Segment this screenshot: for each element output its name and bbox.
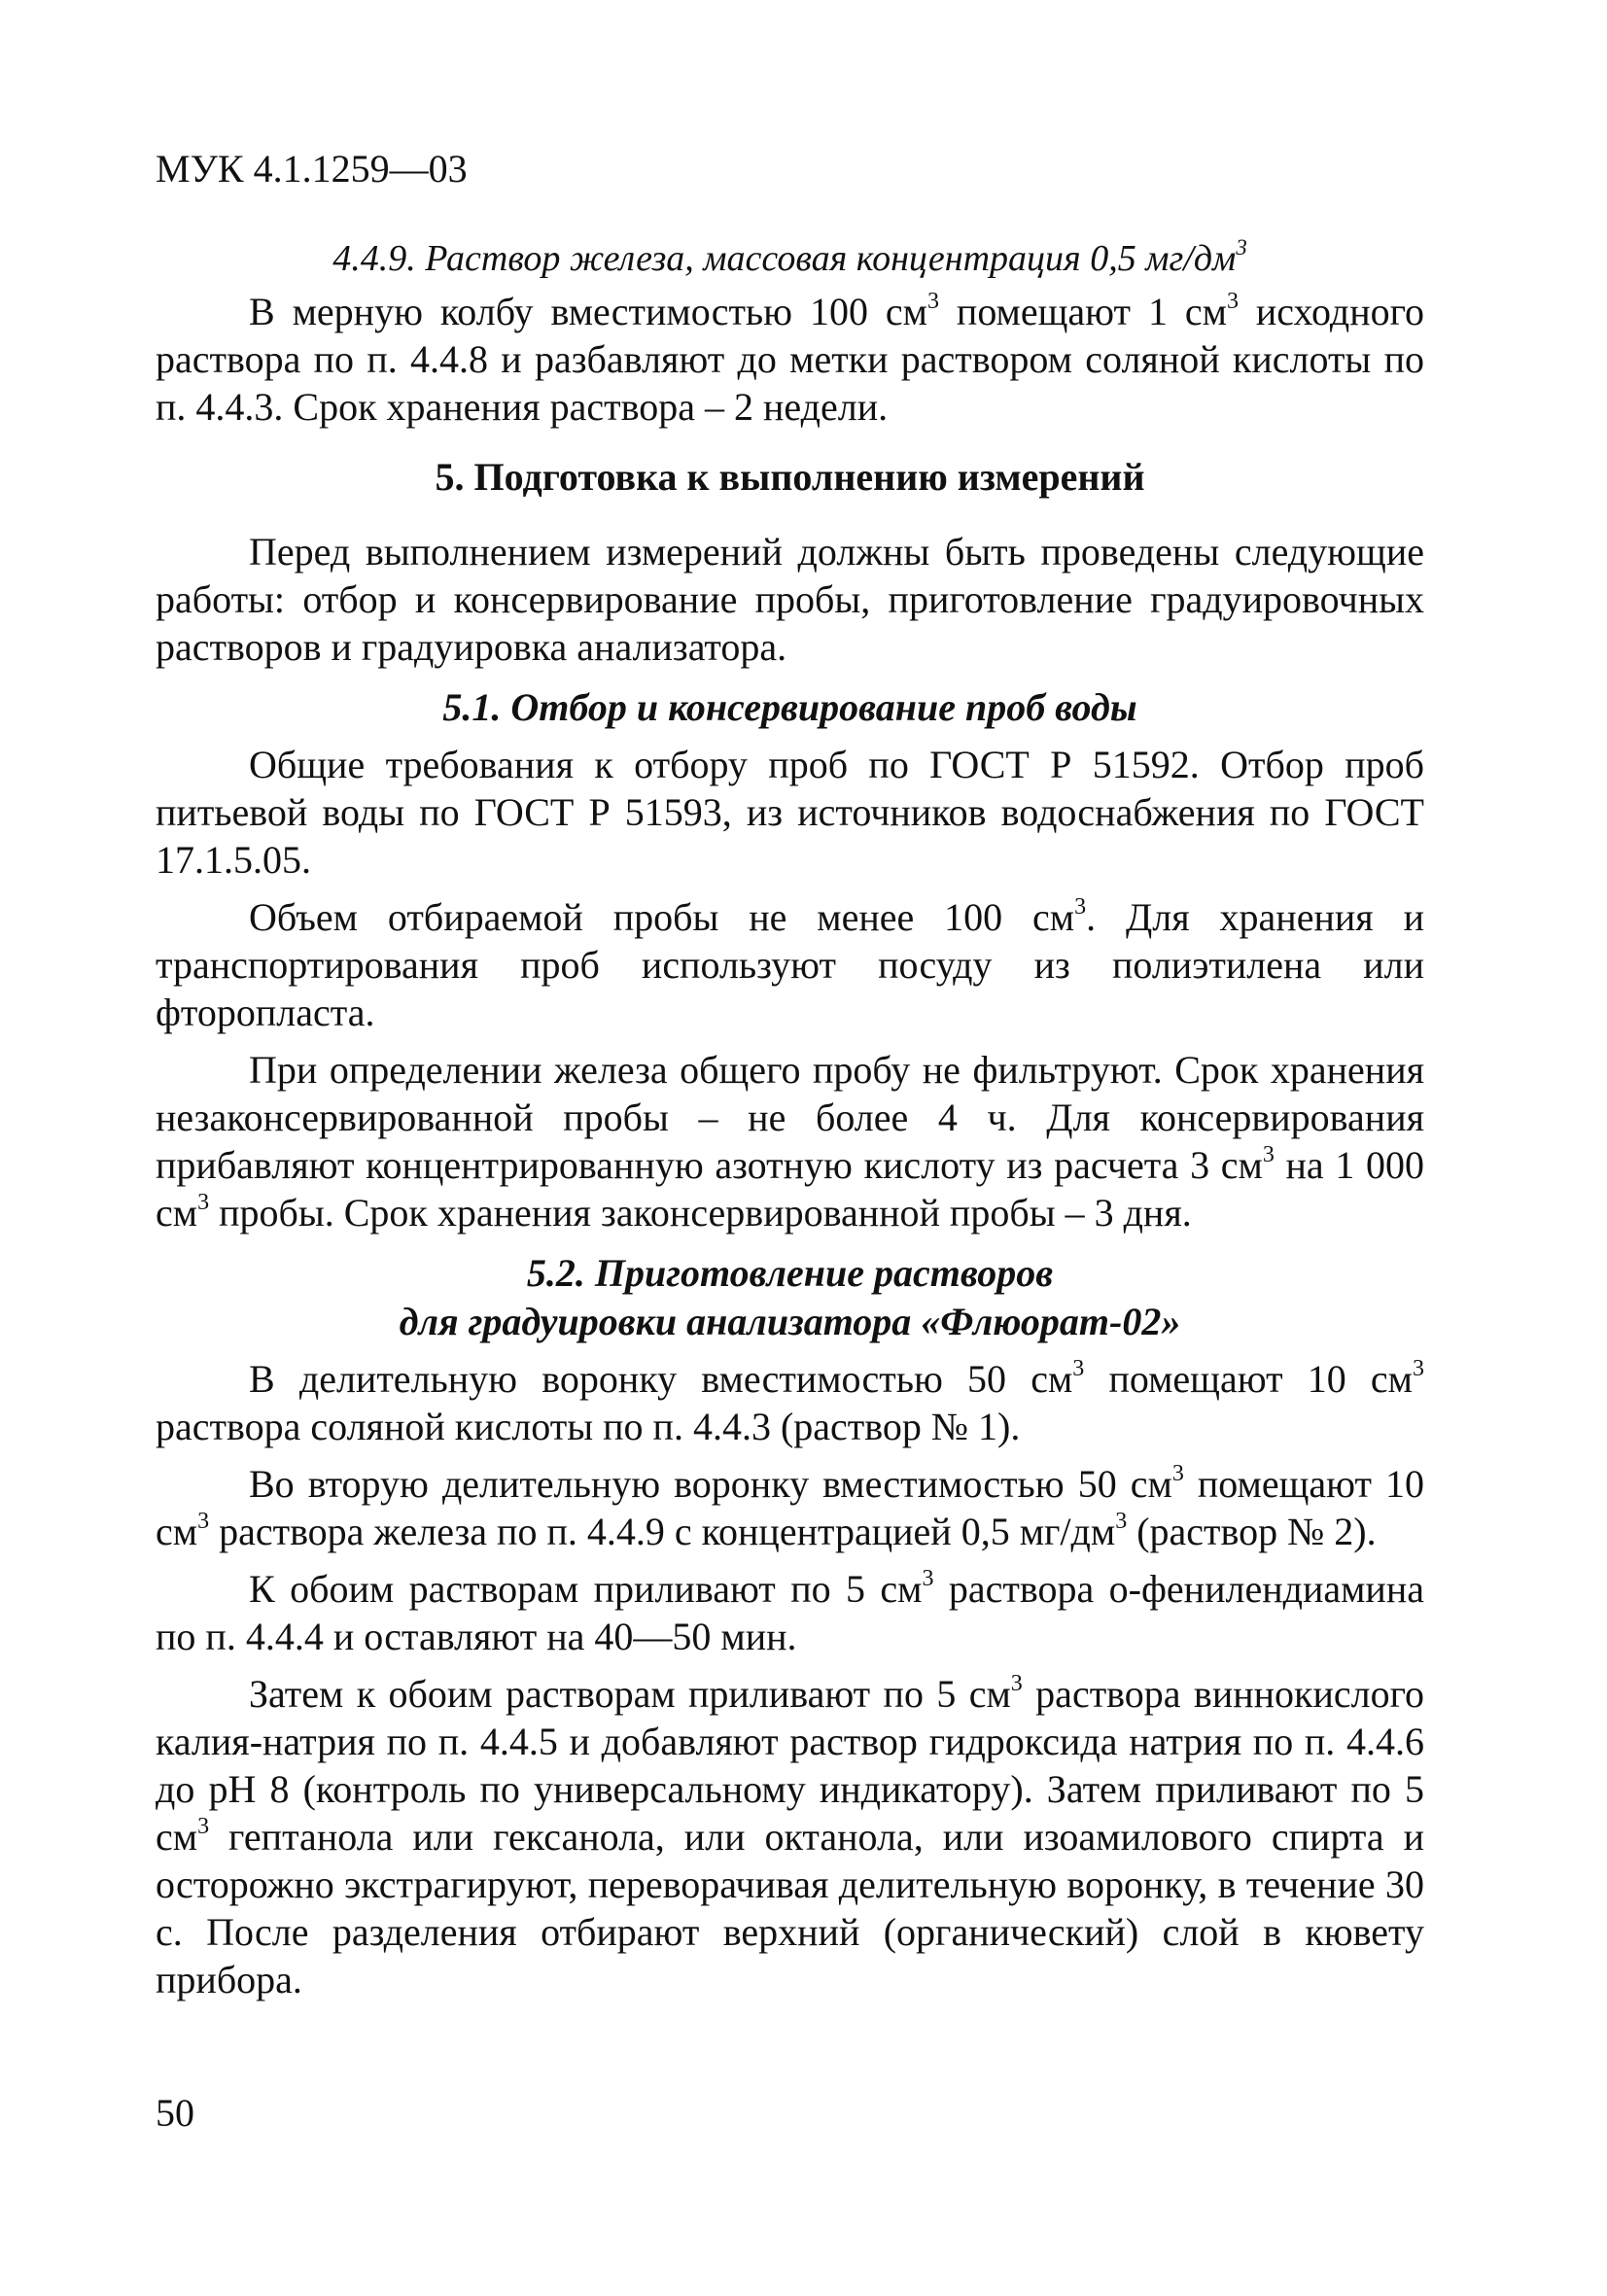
paragraph-4-4-9: В мерную колбу вместимостью 100 $см^3$ помещают 1 $см^3$ исходного раствора по п. 4.4.8 и разбавляют до метки раствором соляной кислоты по п. 4.4.3. Срок хранения раствора – 2 недели. [156,289,1425,429]
subsection-5-1-title: 5.1. Отбор и консервирование проб воды [442,685,1137,729]
superscript: 3 [1413,1356,1424,1382]
superscript: 3 [1010,1671,1023,1697]
page-number: 50 [156,2091,194,2135]
subsection-5-2-title-line1: 5.2. Приготовление растворов [526,1251,1054,1295]
superscript: 3 [1115,1509,1128,1535]
paragraph-5-2-phenylenediamine: К обоим растворам приливают по 5 $см^3$ раствора о-фенилендиамина по п. 4.4.4 и оставляют на 40—50 мин. [156,1566,1424,1658]
paragraph-5-1-preservation: При определении железа общего пробу не фильтруют. Срок хранения незаконсервированной пробы – не более 4 ч. Для консервирования прибавляют концентрированную азотную кислоту из расчета 3 $см^3$ на 1 000 $см^3$ пробы. Срок хранения законсервированной пробы – 3 дня. [156,1048,1424,1235]
superscript: 3 [1171,1461,1184,1487]
subsection-5-2-title-line2: для градуировки анализатора «Флюорат-02» [399,1300,1181,1343]
paragraph-5-2-solution-1: В делительную воронку вместимостью 50 $см^3$ помещают 10 $см^3$ раствора соляной кислоты по п. 4.4.3 (раствор № 1). [156,1356,1424,1448]
superscript: 3 [1072,1356,1085,1382]
superscript: 3 [1226,289,1239,315]
superscript: 3 [1074,894,1087,921]
subsection-4-4-9-title [156,235,1424,282]
paragraph-5-intro: Перед выполнением измерений должны быть проведены следующие работы: отбор и консервирование пробы, приготовление градуировочных растворов и градуировка анализатора. [156,530,1424,669]
paragraph-5-1-volume: Объем отбираемой пробы не менее 100 $см^3$. Для хранения и транспортирования проб используют посуду из полиэтилена или фторопласта. [156,894,1424,1034]
paragraph-5-2-solution-2: Во вторую делительную воронку вместимостью 50 $см^3$ помещают 10 $см^3$ раствора железа по п. 4.4.9 с концентрацией 0,5 $мг/дм^3$ (раствор № 2). [156,1461,1424,1553]
document-code-header: МУК 4.1.1259—03 [156,147,468,191]
paragraph-5-1-requirements: Общие требования к отбору проб по ГОСТ Р 51592. Отбор проб питьевой воды по ГОСТ Р 51593, из источников водоснабжения по ГОСТ 17.1.5.05. [156,743,1424,882]
superscript: 3 [1262,1142,1275,1168]
document-page [156,146,1424,2013]
superscript: 3 [922,1566,934,1592]
superscript: 3 [197,1814,210,1840]
superscript: 3 [197,1190,210,1216]
subsection-4-4-9-title-text: 4.4.9. Раствор железа, массовая концентрация 0,5 мг/дм [332,238,1237,279]
superscript: 3 [1236,235,1247,261]
superscript: 3 [926,289,939,315]
paragraph-5-2-extraction: Затем к обоим растворам приливают по 5 $см^3$ раствора виннокислого калия-натрия по п. 4.4.5 и добавляют раствор гидроксида натрия по п. 4.4.6 до pH 8 (контроль по универсальному индикатору). Затем приливают по 5 $см^3$ гептанола или гексанола, или октанола, или изоамилового спирта и осторожно экстрагируют, переворачивая делительную воронку, в течение 30 с. После разделения отбирают верхний (органический) слой в кювету прибора. [156,1671,1424,2001]
section-5-title: 5. Подготовка к выполнению измерений [435,455,1145,499]
superscript: 3 [197,1509,210,1535]
